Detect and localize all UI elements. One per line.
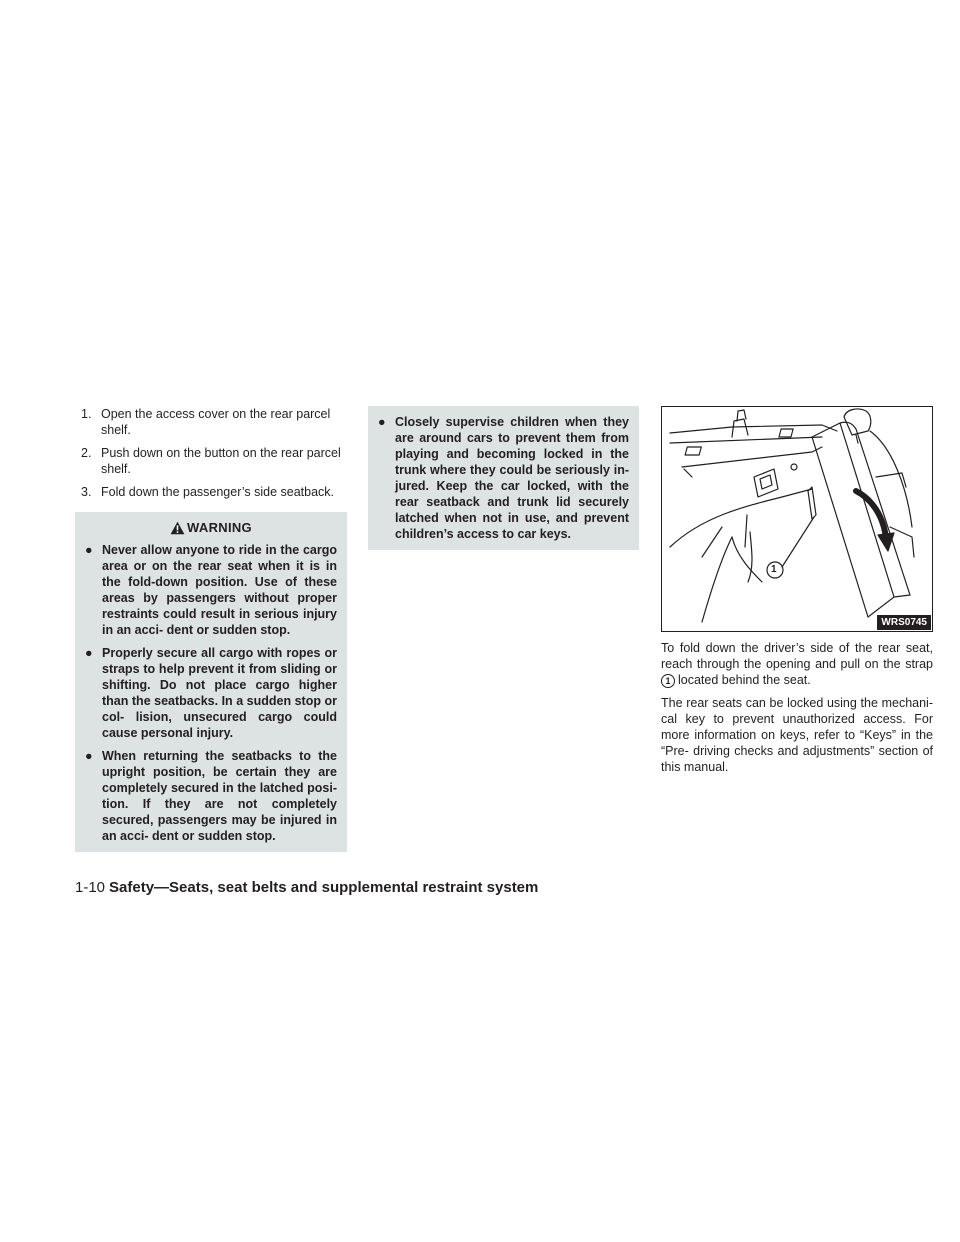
step-item: 2. Push down on the button on the rear parcel shelf. (81, 446, 341, 476)
bullet-icon: ● (85, 646, 93, 660)
left-column (75, 406, 347, 852)
warning-item: ● Properly secure all cargo with ropes or straps to help prevent it from sliding or shifting. Do not place cargo higher than the seatbacks. In a sudden stop or col- lision, unsecured cargo could cause personal injury. (85, 646, 337, 740)
figure-callout-label: 1 (771, 564, 777, 575)
bullet-icon: ● (378, 415, 386, 429)
middle-column (368, 406, 639, 550)
warning-heading: WARNING (85, 520, 337, 536)
step-list (75, 406, 347, 500)
step-item: 3. Fold down the passenger’s side seatback. (81, 485, 335, 499)
figure-code: WRS0745 (877, 615, 931, 630)
body-paragraph: The rear seats can be locked using the mechani- cal key to prevent unauthorized access. For more information on keys, refer to “Keys” in the “Pre- driving checks and adjustments” section of this manual. (661, 696, 933, 774)
warning-box-continued (368, 406, 639, 550)
warning-item: ● Never allow anyone to ride in the cargo area or on the rear seat when it is in the fold-down position. Use of these areas by passengers without proper restraints could result in serious injury in an acci- dent or sudden stop. (85, 543, 337, 637)
section-title: Safety—Seats, seat belts and supplemental restraint system (109, 879, 539, 896)
page-number: 1-10 (75, 879, 106, 896)
bullet-icon: ● (85, 749, 93, 763)
rear-seat-fold-illustration (662, 407, 932, 631)
warning-item: ● Closely supervise children when they are around cars to prevent them from playing and becoming locked in the trunk where they could be seriously in- jured. Keep the car locked, with the rear seatback and trunk lid securely latched when not in use, and prevent children’s access to car keys. (378, 415, 629, 541)
callout-number-icon: 1 (661, 674, 675, 688)
page-footer (75, 879, 538, 897)
warning-box (75, 512, 347, 852)
warning-item: ● When returning the seatbacks to the upright position, be certain they are completely secured in the latched posi- tion. If they are not completely secured, passengers may be injured in an acci- dent or sudden stop. (85, 749, 337, 843)
seat-illustration (661, 406, 933, 632)
bullet-icon: ● (85, 543, 93, 557)
body-paragraph: To fold down the driver’s side of the rear seat, reach through the opening and pull on the strap 1 located behind the seat. (661, 641, 933, 687)
warning-triangle-icon (170, 521, 185, 535)
right-column (661, 406, 933, 775)
step-item: 1. Open the access cover on the rear parcel shelf. (81, 407, 331, 437)
